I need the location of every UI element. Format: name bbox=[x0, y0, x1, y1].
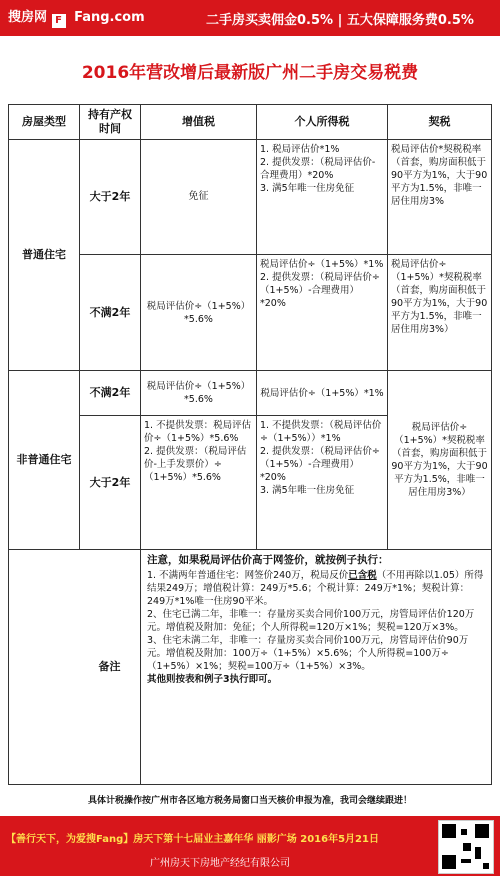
bottom-banner bbox=[0, 816, 500, 876]
non-ordinary-under2-vat: 税局评估价÷（1+5%）*5.6% bbox=[140, 370, 257, 416]
ordinary-hold-under2: 不满2年 bbox=[79, 254, 141, 371]
header-hold: 持有产权时间 bbox=[79, 104, 141, 140]
notes-item3: 3、住宅未满二年，非唯一：存量房买卖合同价100万元，房管局评估价90万元。增值税及附加：100万÷（1+5%）×5.6%；个人所得税=100万÷（1+5%）×1%；契税=100万÷（1+5%）×3%。 bbox=[147, 635, 469, 672]
header-income: 个人所得税 bbox=[256, 104, 388, 140]
ordinary-hold-over2: 大于2年 bbox=[79, 139, 141, 255]
non-ordinary-under2-income: 税局评估价÷（1+5%）*1% bbox=[256, 370, 388, 416]
notes-closing: 其他则按表和例子3执行即可。 bbox=[147, 674, 278, 685]
ordinary-over2-income: 1. 税局评估价*1% 2. 提供发票：（税局评估价-合理费用）*20% 3. 满5年唯一住房免征 bbox=[256, 139, 388, 255]
footer-note: 具体计税操作按广州市各区地方税务局窗口当天核价申报为准，我司会继续跟进！ bbox=[87, 796, 412, 806]
ordinary-over2-vat: 免征 bbox=[140, 139, 257, 255]
non-ordinary-deed: 税局评估价÷（1+5%）*契税税率（首套，购房面积低于90平方为1%，大于90平方为1.5%，非唯一居住用房3%） bbox=[387, 370, 492, 550]
header-type: 房屋类型 bbox=[8, 104, 80, 140]
slogan: 二手房买卖佣金0.5% | 五大保障服务费0.5% bbox=[206, 13, 474, 28]
non-ordinary-over2-vat: 1. 不提供发票：税局评估价÷（1+5%）*5.6% 2. 提供发票：（税局评估价-上手发票价）÷（1+5%）*5.6% bbox=[140, 415, 257, 550]
logo-mark-icon: F bbox=[52, 14, 66, 28]
event-line: 【善行天下，为爱搜Fang】房天下第十七届业主嘉年华 丽影广场 2016年5月21日 bbox=[6, 834, 379, 845]
top-banner bbox=[0, 0, 500, 36]
ordinary-over2-deed: 税局评估价*契税税率 （首套，购房面积低于90平方为1%，大于90平方为1.5%，非唯一居住用房3% bbox=[387, 139, 492, 255]
notes-heading: 注意，如果税局评估价高于网签价，就按例子执行： bbox=[147, 554, 389, 566]
header-vat: 增值税 bbox=[140, 104, 257, 140]
notes-item1-text2: （不用再除以1.05）所得结果249万；增值税计算：249万*5.6；个税计算：249万*1%；契税计算：249万*1%唯一住房90平米。 bbox=[147, 570, 484, 607]
ordinary-under2-vat: 税局评估价÷（1+5%）*5.6% bbox=[140, 254, 257, 371]
notes-item1-text: 1. 不满两年普通住宅：网签价240万，税局反价 bbox=[147, 570, 349, 581]
notes-item1 bbox=[147, 569, 485, 608]
page-title: 2016年营改增后最新版广州二手房交易税费 bbox=[81, 63, 419, 83]
ordinary-under2-deed: 税局评估价÷（1+5%）*契税税率（首套，购房面积低于90平方为1%，大于90平方为1.5%，非唯一居住用房3%） bbox=[387, 254, 492, 371]
notes-content bbox=[140, 549, 492, 785]
non-ordinary-hold-under2: 不满2年 bbox=[79, 370, 141, 416]
qr-code-icon[interactable] bbox=[438, 820, 494, 874]
non-ordinary-over2-income: 1. 不提供发票：（税局评估价÷（1+5%））*1% 2. 提供发票：（税局评估价÷（1+5%）-合理费用）*20% 3. 满5年唯一住房免征 bbox=[256, 415, 388, 550]
ordinary-under2-income: 税局评估价÷（1+5%）*1% 2. 提供发票：（税局评估价÷（1+5%）-合理费用）*20% bbox=[256, 254, 388, 371]
notes-item2: 2、住宅已满二年，非唯一：存量房买卖合同价100万元，房管局评估价120万元。增值税及附加：免征；个人所得税=120万×1%；契税=120万×3%。 bbox=[147, 609, 475, 633]
logo-text: 搜房网 bbox=[8, 10, 48, 25]
notes-label: 备注 bbox=[79, 549, 141, 785]
logo[interactable] bbox=[8, 6, 145, 28]
logo-sub: Fang.com bbox=[74, 10, 145, 25]
ordinary-label: 普通住宅 bbox=[8, 139, 80, 371]
non-ordinary-label: 非普通住宅 bbox=[8, 370, 80, 550]
notes-item1-emphasis: 已含税 bbox=[348, 570, 377, 581]
header-deed: 契税 bbox=[387, 104, 492, 140]
company-name: 广州房天下房地产经纪有限公司 bbox=[150, 858, 290, 869]
non-ordinary-hold-over2: 大于2年 bbox=[79, 415, 141, 550]
